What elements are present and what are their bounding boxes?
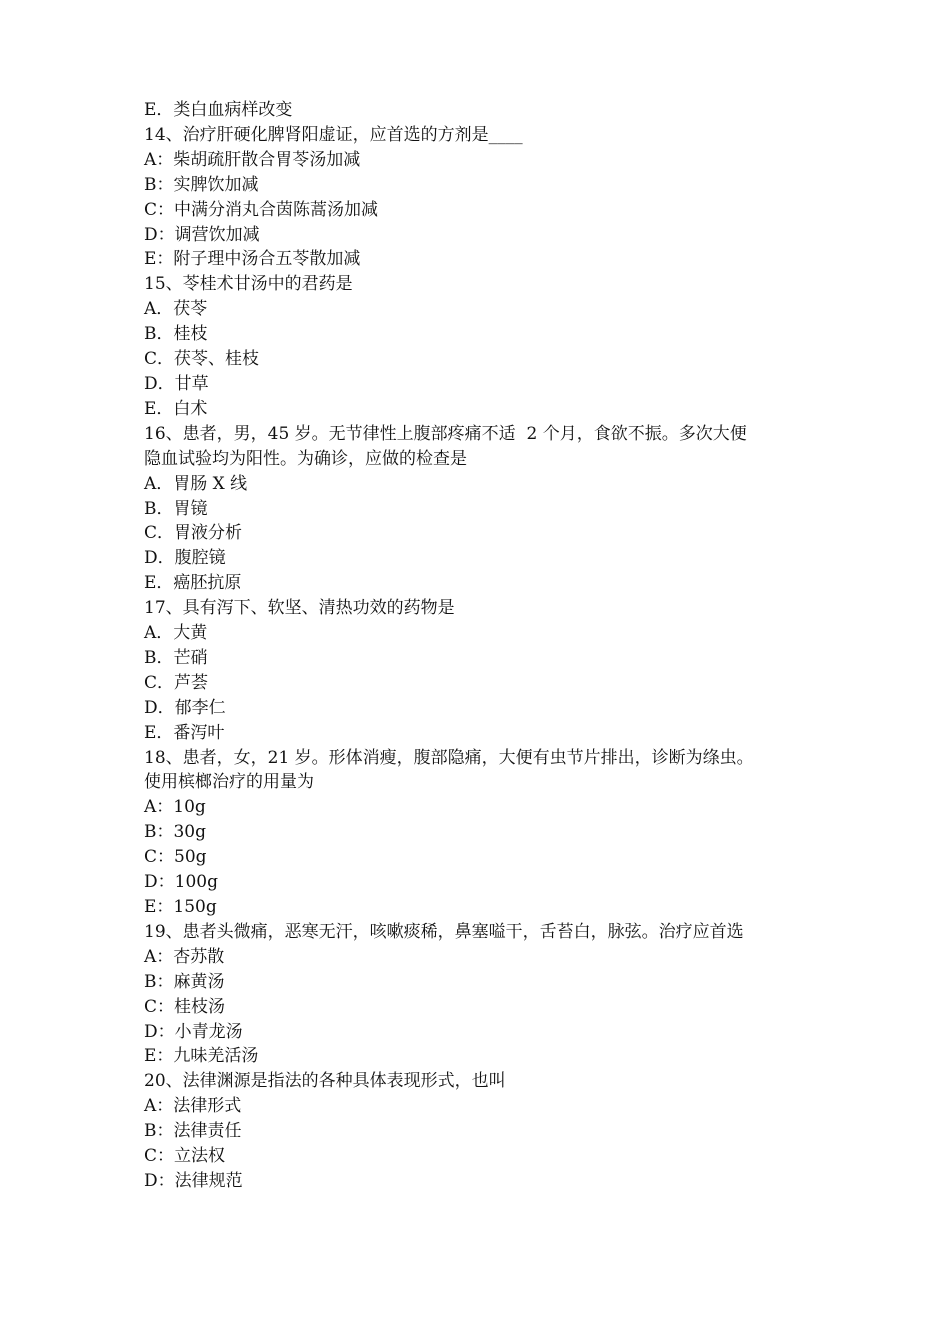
option-line: A．胃肠 X 线 <box>144 473 248 494</box>
option-line: E：150g <box>144 897 217 917</box>
option-line: C．茯苓、桂枝 <box>144 349 260 370</box>
question-line: 17、具有泻下、软坚、清热功效的药物是 <box>144 598 455 619</box>
option-line: A：10g <box>144 797 206 818</box>
option-line: D．腹腔镜 <box>144 548 226 569</box>
option-line: D：小青龙汤 <box>144 1021 243 1042</box>
question-line: 16、患者，男，45 岁。无节律性上腹部疼痛不适 2 个月，食欲不振。多次大便 <box>144 423 747 444</box>
question-line: 使用槟榔治疗的用量为 <box>144 772 314 793</box>
question-line: 15、苓桂术甘汤中的君药是 <box>144 274 353 295</box>
option-line: B．桂枝 <box>144 324 208 345</box>
option-line: C：立法权 <box>144 1146 226 1167</box>
option-line: B：麻黄汤 <box>144 971 225 992</box>
option-line: B：法律责任 <box>144 1121 242 1142</box>
option-line: A．大黄 <box>144 623 208 644</box>
option-line: E：附子理中汤合五苓散加减 <box>144 249 361 270</box>
question-line: 18、患者，女，21 岁。形体消瘦，腹部隐痛，大便有虫节片排出，诊断为绦虫。 <box>144 747 754 768</box>
option-line: B：30g <box>144 822 207 843</box>
option-line: A：法律形式 <box>144 1096 242 1117</box>
option-line: D：法律规范 <box>144 1170 243 1191</box>
option-line: E．癌胚抗原 <box>144 573 242 594</box>
option-line: D．甘草 <box>144 373 209 394</box>
option-line: A：柴胡疏肝散合胃苓汤加减 <box>144 149 361 170</box>
option-line: A：杏苏散 <box>144 946 225 967</box>
option-line: E．番泻叶 <box>144 722 225 743</box>
option-line: A．茯苓 <box>144 299 208 320</box>
option-line: B．胃镜 <box>144 498 208 519</box>
option-line: D：调营饮加减 <box>144 224 260 245</box>
option-line: C：50g <box>144 847 207 868</box>
question-line: 隐血试验均为阳性。为确诊，应做的检查是 <box>144 448 467 469</box>
option-line: E：九味羌活汤 <box>144 1046 259 1067</box>
option-line: E．白术 <box>144 398 208 419</box>
option-line: D：100g <box>144 872 218 893</box>
option-line: C：桂枝汤 <box>144 996 226 1017</box>
option-line: B：实脾饮加减 <box>144 174 259 195</box>
option-line: E．类白血病样改变 <box>144 100 293 120</box>
option-line: D．郁李仁 <box>144 697 226 718</box>
option-line: B．芒硝 <box>144 647 208 668</box>
question-line: 20、法律渊源是指法的各种具体表现形式，也叫 <box>144 1071 506 1092</box>
document-page <box>144 98 824 1194</box>
option-line: C：中满分消丸合茵陈蒿汤加减 <box>144 199 379 220</box>
question-line: 19、患者头微痛，恶寒无汗，咳嗽痰稀，鼻塞嗌干，舌苔白，脉弦。治疗应首选 <box>144 921 744 942</box>
option-line: C．芦荟 <box>144 672 209 693</box>
question-line: 14、治疗肝硬化脾肾阳虚证，应首选的方剂是____ <box>144 124 523 145</box>
option-line: C．胃液分析 <box>144 523 243 544</box>
